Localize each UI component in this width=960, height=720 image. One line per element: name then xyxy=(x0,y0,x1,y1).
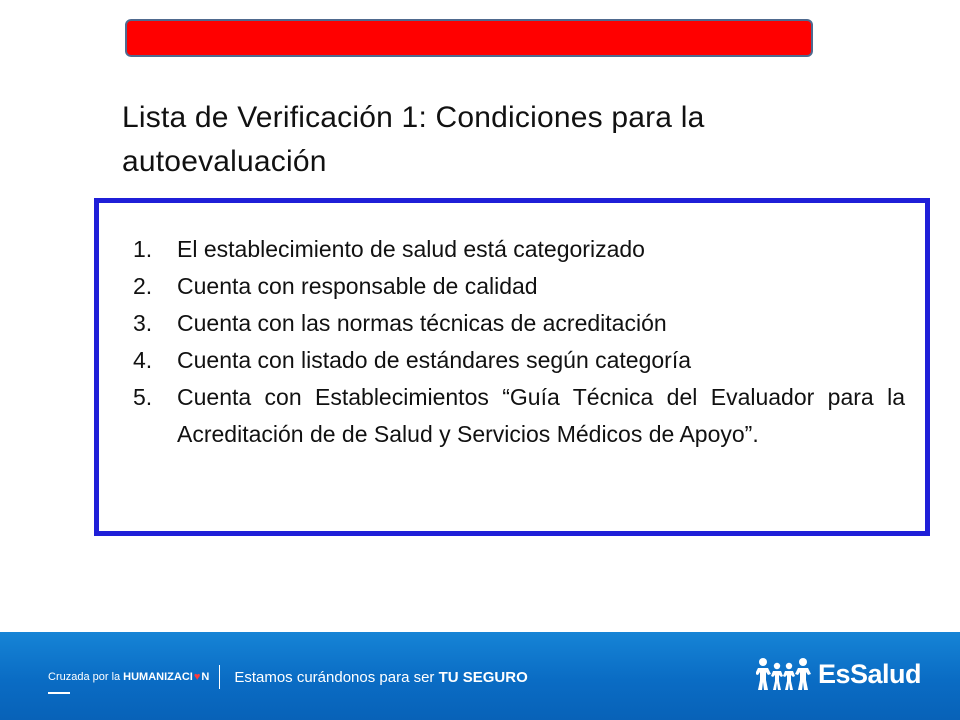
slogan-prefix: Estamos curándonos para ser xyxy=(234,668,435,686)
list-item xyxy=(133,379,905,453)
list-item-number: 4. xyxy=(133,347,153,373)
footer-dash xyxy=(48,692,70,694)
list-item xyxy=(133,231,905,268)
header-bar xyxy=(125,19,813,57)
brand-name: EsSalud xyxy=(818,658,922,689)
list-item xyxy=(133,342,905,379)
campaign-word-a: HUMANIZACI xyxy=(123,671,193,683)
checklist xyxy=(133,231,905,453)
list-item-text: Cuenta con listado de estándares según categoría xyxy=(177,347,692,373)
list-item-text: Cuenta con responsable de calidad xyxy=(177,273,538,299)
list-item xyxy=(133,268,905,305)
slogan xyxy=(234,669,527,686)
list-item-text: Cuenta con Establecimientos “Guía Técnica del Evaluador para la Acreditación de de Salud y Servicios Médicos de Apoyo”. xyxy=(177,384,905,447)
heart-icon: ♥ xyxy=(193,671,201,683)
campaign-word-b: N xyxy=(201,671,210,683)
list-item-number: 2. xyxy=(133,273,153,299)
list-item-number: 3. xyxy=(133,310,153,336)
list-item-number: 5. xyxy=(133,384,153,410)
list-item-text: El establecimiento de salud está categorizado xyxy=(177,236,645,262)
list-item-number: 1. xyxy=(133,236,153,262)
essalud-logo xyxy=(756,656,921,692)
list-item-text: Cuenta con las normas técnicas de acreditación xyxy=(177,310,667,336)
slide-title: Lista de Verificación 1: Condiciones para la autoevaluación xyxy=(122,101,705,178)
checklist-box xyxy=(94,198,930,536)
slogan-strong: TU SEGURO xyxy=(438,668,528,686)
footer-divider xyxy=(219,665,220,689)
list-item xyxy=(133,305,905,342)
campaign-prefix: Cruzada por la xyxy=(48,671,121,683)
campaign-line xyxy=(48,666,528,688)
family-icon xyxy=(756,656,812,692)
